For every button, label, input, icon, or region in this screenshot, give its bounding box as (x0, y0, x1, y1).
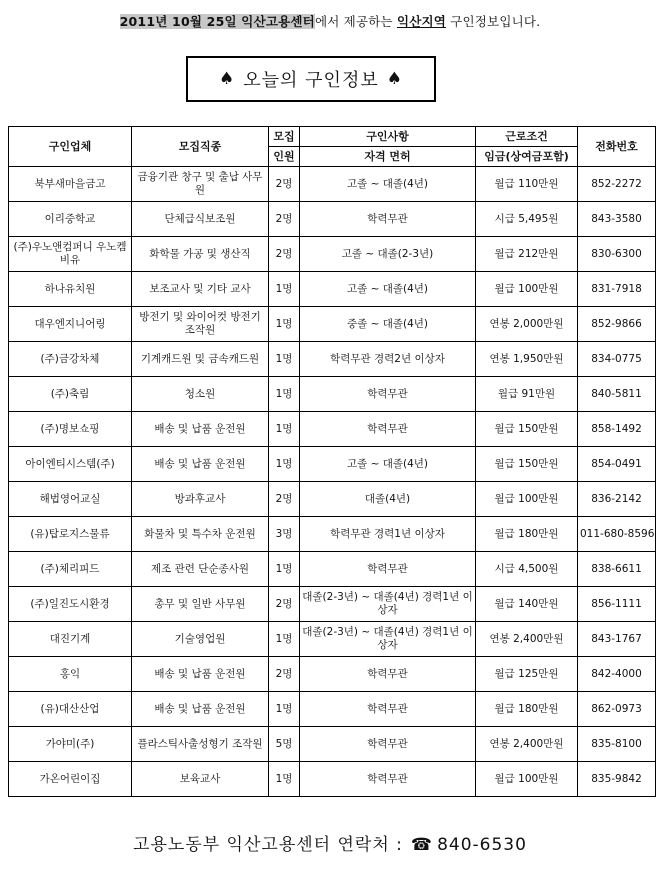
job-listings-table (8, 126, 656, 797)
cell-company: (주)축림 (9, 377, 132, 412)
footer-label: 고용노동부 익산고용센터 연락처 : (133, 835, 403, 855)
cell-qualification: 학력무관 (300, 762, 476, 797)
cell-company: 이리중학교 (9, 202, 132, 237)
cell-qualification: 학력무관 (300, 657, 476, 692)
header-qualification: 자격 면허 (300, 147, 476, 167)
cell-wage: 월급 150만원 (476, 447, 578, 482)
cell-phone: 843-3580 (578, 202, 656, 237)
cell-job: 제조 관련 단순종사원 (132, 552, 269, 587)
notice-region: 익산지역 (396, 14, 447, 29)
cell-job: 기술영업원 (132, 622, 269, 657)
table-row (9, 622, 656, 657)
cell-qualification: 학력무관 (300, 412, 476, 447)
cell-qualification: 학력무관 (300, 552, 476, 587)
table-row (9, 342, 656, 377)
table-row (9, 377, 656, 412)
cell-company: 아이엔티시스템(주) (9, 447, 132, 482)
cell-count: 1명 (269, 552, 300, 587)
cell-count: 1명 (269, 307, 300, 342)
cell-count: 2명 (269, 167, 300, 202)
table-row (9, 517, 656, 552)
cell-wage: 시급 5,495원 (476, 202, 578, 237)
cell-qualification: 고졸 ~ 대졸(2-3년) (300, 237, 476, 272)
cell-phone: 835-8100 (578, 727, 656, 762)
cell-wage: 월급 100만원 (476, 272, 578, 307)
cell-wage: 연봉 2,400만원 (476, 727, 578, 762)
cell-phone: 858-1492 (578, 412, 656, 447)
cell-phone: 834-0775 (578, 342, 656, 377)
cell-count: 3명 (269, 517, 300, 552)
telephone-icon: ☎ (410, 835, 434, 855)
table-row (9, 552, 656, 587)
header-wage: 임금(상여금포함) (476, 147, 578, 167)
cell-wage: 월급 125만원 (476, 657, 578, 692)
cell-count: 2명 (269, 237, 300, 272)
cell-job: 배송 및 납품 운전원 (132, 692, 269, 727)
cell-qualification: 학력무관 (300, 377, 476, 412)
notice-date-center: 2011년 10월 25일 익산고용센터 (119, 14, 315, 29)
cell-company: 홍익 (9, 657, 132, 692)
cell-count: 1명 (269, 447, 300, 482)
cell-company: (주)일진도시환경 (9, 587, 132, 622)
table-row (9, 727, 656, 762)
header-requirements: 구인사항 (300, 127, 476, 147)
table-row (9, 482, 656, 517)
job-rows (9, 167, 656, 797)
cell-qualification: 대졸(4년) (300, 482, 476, 517)
cell-count: 1명 (269, 412, 300, 447)
cell-wage: 연봉 2,000만원 (476, 307, 578, 342)
cell-phone: 840-5811 (578, 377, 656, 412)
cell-job: 배송 및 납품 운전원 (132, 447, 269, 482)
cell-wage: 시급 4,500원 (476, 552, 578, 587)
table-row (9, 762, 656, 797)
cell-job: 금융기관 창구 및 출납 사무원 (132, 167, 269, 202)
cell-job: 배송 및 납품 운전원 (132, 412, 269, 447)
table-row (9, 167, 656, 202)
cell-company: 가야미(주) (9, 727, 132, 762)
cell-company: (유)탑로지스물류 (9, 517, 132, 552)
footer-contact (0, 830, 660, 855)
cell-count: 1명 (269, 377, 300, 412)
table-row (9, 657, 656, 692)
table-row (9, 237, 656, 272)
cell-wage: 월급 180만원 (476, 692, 578, 727)
table-row (9, 587, 656, 622)
cell-phone: 835-9842 (578, 762, 656, 797)
cell-phone: 862-0973 (578, 692, 656, 727)
cell-company: (주)금강차체 (9, 342, 132, 377)
cell-job: 화물차 및 특수차 운전원 (132, 517, 269, 552)
cell-job: 방과후교사 (132, 482, 269, 517)
cell-phone: 843-1767 (578, 622, 656, 657)
cell-qualification: 고졸 ~ 대졸(4년) (300, 447, 476, 482)
table-row (9, 202, 656, 237)
cell-count: 2명 (269, 482, 300, 517)
cell-wage: 월급 91만원 (476, 377, 578, 412)
cell-phone: 831-7918 (578, 272, 656, 307)
cell-job: 화학물 가공 및 생산직 (132, 237, 269, 272)
cell-phone: 011-680-8596 (578, 517, 656, 552)
cell-qualification: 학력무관 경력1년 이상자 (300, 517, 476, 552)
table-row (9, 447, 656, 482)
header-job: 모집직종 (132, 127, 269, 167)
cell-phone: 842-4000 (578, 657, 656, 692)
page-title: 오늘의 구인정보 (243, 70, 379, 91)
cell-phone: 854-0491 (578, 447, 656, 482)
cell-job: 보조교사 및 기타 교사 (132, 272, 269, 307)
cell-count: 1명 (269, 692, 300, 727)
cell-job: 총무 및 일반 사무원 (132, 587, 269, 622)
cell-qualification: 학력무관 경력2년 이상자 (300, 342, 476, 377)
notice-text-1: 에서 제공하는 (314, 14, 397, 29)
cell-wage: 월급 212만원 (476, 237, 578, 272)
page-title-box (186, 56, 436, 102)
cell-job: 플라스틱사출성형기 조작원 (132, 727, 269, 762)
cell-phone: 836-2142 (578, 482, 656, 517)
cell-company: (주)체리피드 (9, 552, 132, 587)
header-company: 구인업체 (9, 127, 132, 167)
cell-company: 대진기계 (9, 622, 132, 657)
cell-count: 1명 (269, 762, 300, 797)
cell-company: (주)명보쇼핑 (9, 412, 132, 447)
cell-wage: 연봉 1,950만원 (476, 342, 578, 377)
cell-company: 가온어린이집 (9, 762, 132, 797)
cell-phone: 830-6300 (578, 237, 656, 272)
notice-text-2: 구인정보입니다. (446, 14, 541, 29)
cell-job: 배송 및 납품 운전원 (132, 657, 269, 692)
cell-wage: 월급 140만원 (476, 587, 578, 622)
cell-job: 보육교사 (132, 762, 269, 797)
cell-qualification: 학력무관 (300, 692, 476, 727)
header-phone: 전화번호 (578, 127, 656, 167)
table-row (9, 412, 656, 447)
cell-wage: 월급 180만원 (476, 517, 578, 552)
header-recruit-top: 모집 (269, 127, 300, 147)
table-row (9, 692, 656, 727)
cell-qualification: 고졸 ~ 대졸(4년) (300, 167, 476, 202)
cell-company: 하나유치원 (9, 272, 132, 307)
cell-company: 해법영어교실 (9, 482, 132, 517)
cell-wage: 월급 100만원 (476, 762, 578, 797)
cell-qualification: 고졸 ~ 대졸(4년) (300, 272, 476, 307)
cell-job: 방전기 및 와이어컷 방전기 조작원 (132, 307, 269, 342)
cell-count: 1명 (269, 272, 300, 307)
cell-count: 2명 (269, 657, 300, 692)
cell-phone: 852-9866 (578, 307, 656, 342)
cell-qualification: 대졸(2-3년) ~ 대졸(4년) 경력1년 이상자 (300, 622, 476, 657)
cell-qualification: 학력무관 (300, 202, 476, 237)
cell-count: 2명 (269, 587, 300, 622)
cell-qualification: 대졸(2-3년) ~ 대졸(4년) 경력1년 이상자 (300, 587, 476, 622)
cell-qualification: 학력무관 (300, 727, 476, 762)
cell-company: 대우엔지니어링 (9, 307, 132, 342)
footer-phone: 840-6530 (437, 835, 527, 855)
cell-phone: 856-1111 (578, 587, 656, 622)
cell-count: 2명 (269, 202, 300, 237)
cell-phone: 838-6611 (578, 552, 656, 587)
cell-count: 5명 (269, 727, 300, 762)
table-row (9, 272, 656, 307)
cell-company: (유)대산산업 (9, 692, 132, 727)
header-conditions: 근로조건 (476, 127, 578, 147)
cell-count: 1명 (269, 622, 300, 657)
cell-wage: 월급 150만원 (476, 412, 578, 447)
cell-company: (주)우노앤컴퍼니 우노켐비유 (9, 237, 132, 272)
cell-count: 1명 (269, 342, 300, 377)
cell-job: 청소원 (132, 377, 269, 412)
spade-icon: ♠ (219, 69, 236, 89)
spade-icon: ♠ (386, 69, 403, 89)
cell-job: 기계캐드원 및 금속캐드원 (132, 342, 269, 377)
cell-phone: 852-2272 (578, 167, 656, 202)
notice-line (0, 12, 660, 30)
table-row (9, 307, 656, 342)
cell-qualification: 중졸 ~ 대졸(4년) (300, 307, 476, 342)
cell-company: 북부새마을금고 (9, 167, 132, 202)
cell-wage: 월급 100만원 (476, 482, 578, 517)
cell-job: 단체급식보조원 (132, 202, 269, 237)
cell-wage: 연봉 2,400만원 (476, 622, 578, 657)
cell-wage: 월급 110만원 (476, 167, 578, 202)
header-recruit-bottom: 인원 (269, 147, 300, 167)
